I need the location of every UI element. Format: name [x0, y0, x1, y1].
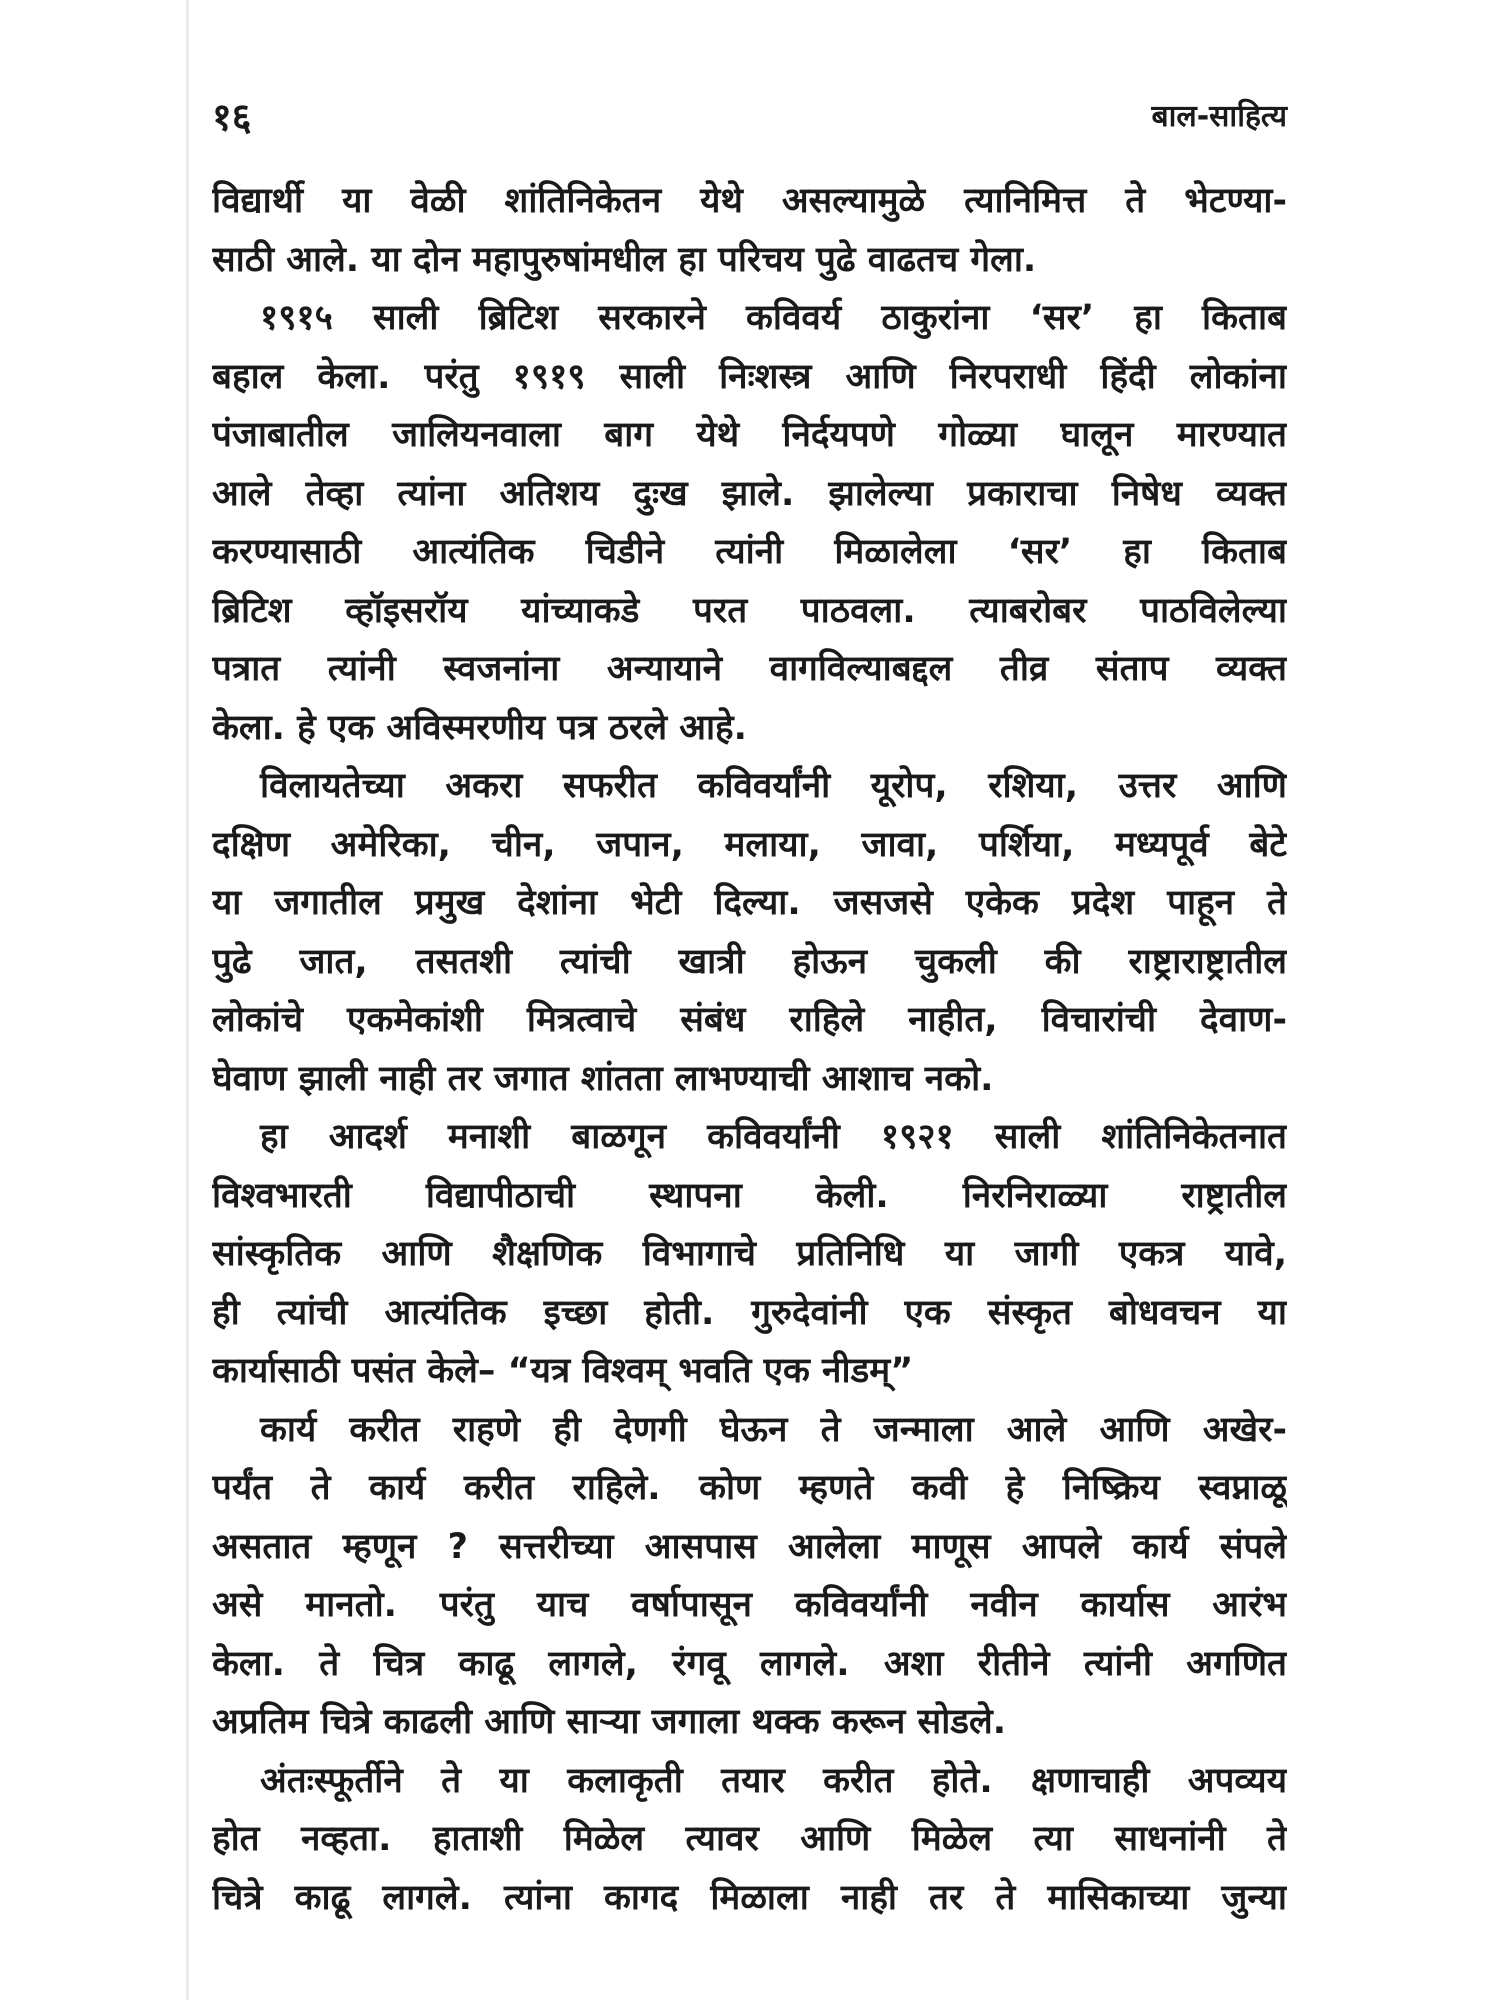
page-header — [212, 92, 1287, 142]
text-line: पर्यंत ते कार्य करीत राहिले. कोण म्हणते कवी हे निष्क्रिय स्वप्नाळू — [212, 1468, 1287, 1508]
text-line: लोकांचे एकमेकांशी मित्रत्वाचे संबंध राहिले नाहीत, विचारांची देवाण- — [212, 1000, 1287, 1040]
text-line: साठी आले. या दोन महापुरुषांमधील हा परिचय पुढे वाढतच गेला. — [212, 239, 1037, 280]
text-line: पत्रात त्यांनी स्वजनांना अन्यायाने वागविल्याबद्दल तीव्र संताप व्यक्त — [212, 649, 1287, 689]
text-line: करण्यासाठी आत्यंतिक चिडीने त्यांनी मिळालेला ‘सर’ हा किताब — [212, 532, 1287, 572]
text-line: केला. ते चित्र काढू लागले, रंगवू लागले. अशा रीतीने त्यांनी अगणित — [212, 1643, 1287, 1684]
text-line: सांस्कृतिक आणि शैक्षणिक विभागाचे प्रतिनिधि या जागी एकत्र यावे, — [212, 1234, 1287, 1274]
text-line: १९१५ साली ब्रिटिश सरकारने कविवर्य ठाकुरांना ‘सर’ हा किताब — [260, 298, 1287, 338]
text-line: अंतःस्फूर्तीने ते या कलाकृती तयार करीत होते. क्षणाचाही अपव्यय — [260, 1760, 1287, 1801]
text-line: घेवाण झाली नाही तर जगात शांतता लाभण्याची आशाच नको. — [212, 1058, 994, 1099]
text-line: चित्रे काढू लागले. त्यांना कागद मिळाला नाही तर ते मासिकाच्या जुन्या — [212, 1877, 1287, 1918]
text-line: विश्वभारती विद्यापीठाची स्थापना केली. निरनिराळ्या राष्ट्रातील — [212, 1175, 1287, 1216]
text-line: विद्यार्थी या वेळी शांतिनिकेतन येथे असल्यामुळे त्यानिमित्त ते भेटण्या- — [212, 181, 1287, 221]
text-line: बहाल केला. परंतु १९१९ साली निःशस्त्र आणि निरपराधी हिंदी लोकांना — [212, 356, 1287, 397]
body-text — [212, 172, 1287, 1927]
text-line: अप्रतिम चित्रे काढली आणि साऱ्या जगाला थक्क करून सोडले. — [212, 1702, 1007, 1742]
text-line: आले तेव्हा त्यांना अतिशय दुःख झाले. झालेल्या प्रकाराचा निषेध व्यक्त — [212, 473, 1287, 514]
text-line: दक्षिण अमेरिका, चीन, जपान, मलाया, जावा, पर्शिया, मध्यपूर्व बेटे — [212, 824, 1287, 865]
text-line: असतात म्हणून ? सत्तरीच्या आसपास आलेला माणूस आपले कार्य संपले — [212, 1526, 1287, 1567]
text-line: पंजाबातील जालियनवाला बाग येथे निर्दयपणे गोळ्या घालून मारण्यात — [212, 415, 1287, 455]
text-line: हा आदर्श मनाशी बाळगून कविवर्यांनी १९२१ साली शांतिनिकेतनात — [260, 1117, 1287, 1157]
text-line: होत नव्हता. हाताशी मिळेल त्यावर आणि मिळेल त्या साधनांनी ते — [212, 1819, 1287, 1859]
text-line: पुढे जात, तसतशी त्यांची खात्री होऊन चुकली की राष्ट्राराष्ट्रातील — [212, 941, 1287, 982]
scan-edge-shadow — [186, 0, 189, 2000]
text-line: या जगातील प्रमुख देशांना भेटी दिल्या. जसजसे एकेक प्रदेश पाहून ते — [212, 883, 1287, 923]
text-line: केला. हे एक अविस्मरणीय पत्र ठरले आहे. — [212, 707, 747, 748]
text-line: असे मानतो. परंतु याच वर्षापासून कविवर्यांनी नवीन कार्यास आरंभ — [212, 1585, 1287, 1625]
text-line: ब्रिटिश व्हॉइसरॉय यांच्याकडे परत पाठवला. त्याबरोबर पाठविलेल्या — [212, 590, 1287, 631]
page-number: १६ — [212, 95, 252, 139]
running-head: बाल-साहित्य — [1151, 99, 1287, 134]
text-line: कार्य करीत राहणे ही देणगी घेऊन ते जन्माला आले आणि अखेर- — [260, 1409, 1287, 1450]
text-line: कार्यासाठी पसंत केले– “यत्र विश्वम् भवति एक नीडम्” — [212, 1351, 914, 1391]
text-line: विलायतेच्या अकरा सफरीत कविवर्यांनी यूरोप, रशिया, उत्तर आणि — [260, 766, 1287, 806]
text-line: ही त्यांची आत्यंतिक इच्छा होती. गुरुदेवांनी एक संस्कृत बोधवचन या — [212, 1292, 1287, 1333]
